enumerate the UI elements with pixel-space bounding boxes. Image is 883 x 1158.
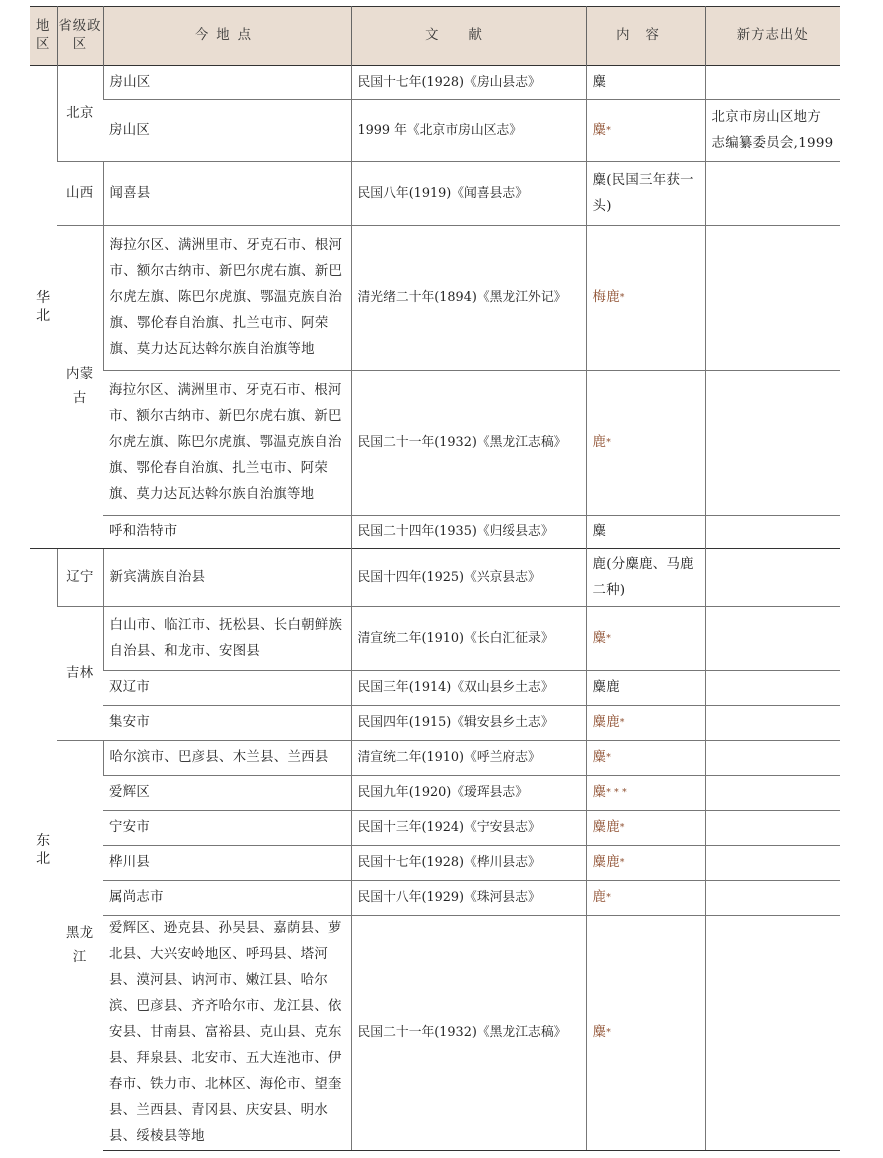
literature-cell: 民国九年(1920)《瑷珲县志》 (351, 776, 586, 811)
place-cell: 海拉尔区、满洲里市、牙克石市、根河市、额尔古纳市、新巴尔虎右旗、新巴尔虎左旗、陈巴尔虎旗、鄂温克族自治旗、鄂伦春自治旗、扎兰屯市、阿荣旗、莫力达瓦达斡尔族自治旗等地 (103, 226, 351, 371)
table-row (30, 671, 840, 706)
footnote-mark: * (606, 633, 612, 644)
footnote-mark: * (606, 753, 612, 763)
content-cell (586, 741, 705, 776)
content-text: 麋 (592, 1025, 607, 1040)
source-cell (705, 371, 840, 516)
content-text: 麋(民国三年获一头) (592, 172, 694, 214)
content-text: 鹿(分麋鹿、马鹿二种) (592, 556, 694, 598)
source-cell (705, 741, 840, 776)
place-cell: 属尚志市 (103, 881, 351, 916)
header-source: 新方志出处 (705, 7, 840, 66)
place-cell: 房山区 (103, 66, 351, 100)
content-cell (586, 881, 705, 916)
place-cell: 新宾满族自治县 (103, 549, 351, 607)
source-cell (705, 846, 840, 881)
content-text: 梅鹿 (592, 290, 620, 305)
content-text: 麋鹿 (592, 680, 620, 695)
content-cell (586, 66, 705, 100)
place-cell: 白山市、临江市、抚松县、长白朝鲜族自治县、和龙市、安图县 (103, 607, 351, 671)
region-cell-north: 华北 (30, 66, 57, 549)
content-text: 麋 (592, 630, 607, 646)
footnote-mark: * (619, 293, 625, 303)
content-cell (586, 100, 705, 162)
header-content: 内容 (586, 7, 705, 66)
content-text: 麋 (592, 74, 607, 90)
content-text: 麋鹿 (592, 855, 620, 870)
literature-cell: 民国二十一年(1932)《黑龙江志稿》 (351, 371, 586, 516)
footnote-mark: * (619, 718, 625, 728)
table-row (30, 741, 840, 776)
table-row (30, 162, 840, 226)
content-cell (586, 846, 705, 881)
place-cell: 海拉尔区、满洲里市、牙克石市、根河市、额尔古纳市、新巴尔虎右旗、新巴尔虎左旗、陈巴尔虎旗、鄂温克族自治旗、鄂伦春自治旗、扎兰屯市、阿荣旗、莫力达瓦达斡尔族自治旗等地 (103, 371, 351, 516)
literature-cell: 民国十七年(1928)《房山县志》 (351, 66, 586, 100)
literature-cell: 清宣统二年(1910)《长白汇征录》 (351, 607, 586, 671)
province-cell-beijing: 北京 (57, 66, 103, 162)
province-cell-liaoning: 辽宁 (57, 549, 103, 607)
source-cell (705, 607, 840, 671)
footnote-mark: * * * (606, 788, 627, 798)
place-cell: 爱辉区 (103, 776, 351, 811)
content-text: 麋 (592, 524, 607, 539)
literature-cell: 清光绪二十年(1894)《黑龙江外记》 (351, 226, 586, 371)
table-row (30, 607, 840, 671)
province-cell-jilin: 吉林 (57, 607, 103, 741)
footnote-mark: * (606, 1028, 612, 1038)
header-place: 今地点 (103, 7, 351, 66)
content-text: 鹿 (592, 435, 607, 450)
literature-cell: 民国十七年(1928)《桦川县志》 (351, 846, 586, 881)
place-cell: 爱辉区、逊克县、孙吴县、嘉荫县、萝北县、大兴安岭地区、呼玛县、塔河县、漠河县、讷河市、嫩江县、哈尔滨、巴彦县、齐齐哈尔市、龙江县、依安县、甘南县、富裕县、克山县、克东县、拜泉县、北安市、五大连池市、伊春市、铁力市、北林区、海伦市、望奎县、兰西县、青冈县、庆安县、明水县、绥棱县等地 (103, 916, 351, 1151)
table-row (30, 549, 840, 607)
table-row (30, 916, 840, 1151)
gazetteer-table (30, 6, 840, 1151)
content-text: 麋 (592, 785, 607, 800)
source-cell (705, 226, 840, 371)
content-cell (586, 811, 705, 846)
footnote-mark: * (619, 858, 625, 868)
header-province: 省级政区 (57, 7, 103, 66)
place-cell: 集安市 (103, 706, 351, 741)
table-row (30, 881, 840, 916)
place-cell: 闻喜县 (103, 162, 351, 226)
header-literature: 文献 (351, 7, 586, 66)
table-row (30, 516, 840, 549)
literature-cell: 1999 年《北京市房山区志》 (351, 100, 586, 162)
footnote-mark: * (606, 125, 612, 136)
content-cell (586, 549, 705, 607)
table-row (30, 100, 840, 162)
literature-cell: 民国二十四年(1935)《归绥县志》 (351, 516, 586, 549)
table-row (30, 846, 840, 881)
table-row (30, 776, 840, 811)
place-cell: 房山区 (103, 100, 351, 162)
source-cell (705, 671, 840, 706)
source-cell: 北京市房山区地方志编纂委员会,1999 (705, 100, 840, 162)
content-cell (586, 671, 705, 706)
place-cell: 双辽市 (103, 671, 351, 706)
content-cell (586, 916, 705, 1151)
literature-cell: 民国十三年(1924)《宁安县志》 (351, 811, 586, 846)
content-cell (586, 162, 705, 226)
content-cell (586, 516, 705, 549)
place-cell: 宁安市 (103, 811, 351, 846)
source-cell (705, 776, 840, 811)
source-cell (705, 162, 840, 226)
content-cell (586, 706, 705, 741)
footnote-mark: * (606, 893, 612, 903)
table-header-row (30, 7, 840, 66)
content-cell (586, 607, 705, 671)
table-row (30, 371, 840, 516)
place-cell: 桦川县 (103, 846, 351, 881)
province-cell-heilongjiang: 黑龙江 (57, 741, 103, 1151)
region-cell-northeast: 东北 (30, 549, 57, 1151)
literature-cell: 民国十八年(1929)《珠河县志》 (351, 881, 586, 916)
content-text: 麋 (592, 750, 607, 765)
content-cell (586, 371, 705, 516)
table-row (30, 66, 840, 100)
literature-cell: 民国三年(1914)《双山县乡土志》 (351, 671, 586, 706)
literature-cell: 民国八年(1919)《闻喜县志》 (351, 162, 586, 226)
footnote-mark: * (606, 438, 612, 448)
table-row (30, 706, 840, 741)
footnote-mark: * (619, 823, 625, 833)
source-cell (705, 66, 840, 100)
header-region: 地区 (30, 7, 57, 66)
literature-cell: 民国十四年(1925)《兴京县志》 (351, 549, 586, 607)
content-text: 鹿 (592, 890, 607, 905)
place-cell: 呼和浩特市 (103, 516, 351, 549)
content-text: 麋鹿 (592, 715, 620, 730)
source-cell (705, 811, 840, 846)
literature-cell: 清宣统二年(1910)《呼兰府志》 (351, 741, 586, 776)
place-cell: 哈尔滨市、巴彦县、木兰县、兰西县 (103, 741, 351, 776)
table-row (30, 811, 840, 846)
province-cell-neimenggu: 内蒙古 (57, 226, 103, 549)
source-cell (705, 916, 840, 1151)
content-cell (586, 226, 705, 371)
source-cell (705, 549, 840, 607)
literature-cell: 民国四年(1915)《辑安县乡土志》 (351, 706, 586, 741)
literature-cell: 民国二十一年(1932)《黑龙江志稿》 (351, 916, 586, 1151)
content-text: 麋 (592, 122, 607, 138)
source-cell (705, 516, 840, 549)
content-text: 麋鹿 (592, 820, 620, 835)
content-cell (586, 776, 705, 811)
source-cell (705, 706, 840, 741)
province-cell-shanxi: 山西 (57, 162, 103, 226)
source-cell (705, 881, 840, 916)
table-row (30, 226, 840, 371)
